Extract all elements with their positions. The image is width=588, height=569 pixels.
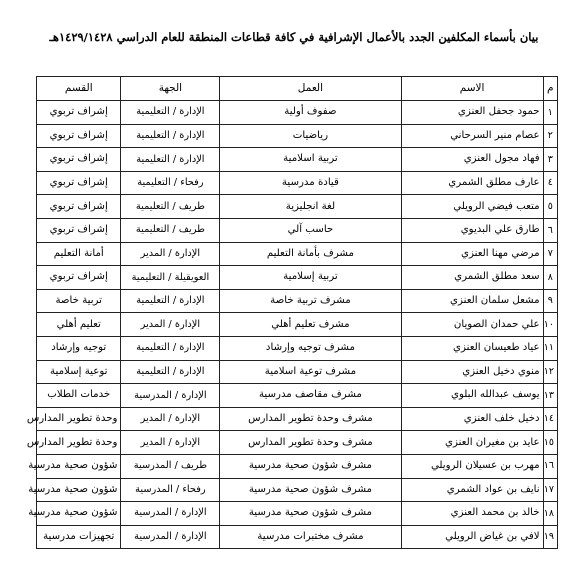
row-number: ١٤ xyxy=(543,407,557,431)
row-department: توجيه وإرشاد xyxy=(37,336,121,360)
row-work: مشرف وحدة تطوير المدارس xyxy=(220,431,401,455)
row-work: مشرف وحدة تطوير المدارس xyxy=(220,407,401,431)
row-side: رفحاء / المدرسية xyxy=(121,478,220,502)
row-side: الإدارة / التعليمية xyxy=(121,101,220,125)
table-row xyxy=(37,336,558,360)
row-number: ٢ xyxy=(543,124,557,148)
row-number: ١٠ xyxy=(543,313,557,337)
table-row xyxy=(37,431,558,455)
row-side: الإدارة / المدير xyxy=(121,407,220,431)
row-work: مشرف تربية خاصة xyxy=(220,289,401,313)
row-department: شؤون صحية مدرسية xyxy=(37,478,121,502)
row-work: حاسب آلي xyxy=(220,218,401,242)
row-name: يوسف عبدالله البلوي xyxy=(401,384,543,408)
row-department: وحدة تطوير المدارس xyxy=(37,431,121,455)
row-number: ١٦ xyxy=(543,454,557,478)
row-department: إشراف تربوي xyxy=(37,195,121,219)
row-work: تربية اسلامية xyxy=(220,148,401,172)
table-row xyxy=(37,313,558,337)
row-side: الإدارة / التعليمية xyxy=(121,289,220,313)
header-side: الجهة xyxy=(121,77,220,101)
row-name: نايف بن عواد الشمري xyxy=(401,478,543,502)
table-body xyxy=(26,101,558,549)
row-department: شؤون صحية مدرسية xyxy=(37,454,121,478)
row-work: مشرف مختبرات مدرسية xyxy=(220,525,401,549)
table-row xyxy=(37,101,558,125)
row-number: ١٣ xyxy=(543,384,557,408)
row-department: تعليم أهلي xyxy=(37,313,121,337)
row-work: مشرف شؤون صحية مدرسية xyxy=(220,478,401,502)
row-work: مشرف بأمانة التعليم xyxy=(220,242,401,266)
row-side: الإدارة / المدير xyxy=(121,431,220,455)
table-row xyxy=(37,266,558,290)
row-number: ٦ xyxy=(543,218,557,242)
row-name: عياد طعيسان العنزي xyxy=(401,336,543,360)
row-name: عايد بن مغيران العنزي xyxy=(401,431,543,455)
row-side: رفحاء / التعليمية xyxy=(121,171,220,195)
table-row xyxy=(37,525,558,549)
row-work: مشرف تعليم أهلي xyxy=(220,313,401,337)
row-name: عارف مطلق الشمري xyxy=(401,171,543,195)
row-department: تجهيزات مدرسية xyxy=(37,525,121,549)
row-department: شؤون صحية مدرسية xyxy=(37,502,121,526)
row-department: إشراف تربوي xyxy=(37,101,121,125)
row-name: متعب فيضي الرويلي xyxy=(401,195,543,219)
row-name: مرضي مهنا العنزي xyxy=(401,242,543,266)
row-number: ١٩ xyxy=(543,525,557,549)
row-department: إشراف تربوي xyxy=(37,218,121,242)
row-name: فهاد مجول العنزي xyxy=(401,148,543,172)
row-side: الإدارة / المدرسية xyxy=(121,502,220,526)
row-side: الإدارة / المدير xyxy=(121,242,220,266)
table-header xyxy=(37,77,558,101)
row-side: طريف / التعليمية xyxy=(121,195,220,219)
row-department: إشراف تربوي xyxy=(37,171,121,195)
table-row xyxy=(37,242,558,266)
table-row xyxy=(37,384,558,408)
table-row xyxy=(37,289,558,313)
row-side: الإدارة / المدرسية xyxy=(121,384,220,408)
row-number: ٩ xyxy=(543,289,557,313)
row-name: علي حمدان الصويان xyxy=(401,313,543,337)
row-department: تربية خاصة xyxy=(37,289,121,313)
table-row xyxy=(37,502,558,526)
header-name: الاسم xyxy=(401,77,543,101)
table-row xyxy=(37,407,558,431)
row-number: ١٢ xyxy=(543,360,557,384)
table-row xyxy=(37,218,558,242)
row-name: عصام منير السرحاني xyxy=(401,124,543,148)
document-title: بيان بأسماء المكلفين الجدد بالأعمال الإشرافية في كافة قطاعات المنطقة للعام الدراسي ١٤٢٩/١٤٢٨هـ xyxy=(49,30,539,44)
row-work: مشرف شؤون صحية مدرسية xyxy=(220,502,401,526)
row-name: خالد بن محمد العنزي xyxy=(401,502,543,526)
row-number: ٣ xyxy=(543,148,557,172)
row-side: الإدارة / التعليمية xyxy=(121,336,220,360)
row-work: مشرف مقاصف مدرسية xyxy=(220,384,401,408)
header-department: القسم xyxy=(37,77,121,101)
row-name: حمود جحفل العنزي xyxy=(401,101,543,125)
row-work: صفوف أولية xyxy=(220,101,401,125)
table-row xyxy=(37,478,558,502)
row-number: ٤ xyxy=(543,171,557,195)
header-row xyxy=(37,77,558,101)
row-work: مشرف توعية اسلامية xyxy=(220,360,401,384)
row-department: توعية إسلامية xyxy=(37,360,121,384)
row-department: إشراف تربوي xyxy=(37,124,121,148)
row-name: منوي دخيل العنزي xyxy=(401,360,543,384)
row-work: مشرف شؤون صحية مدرسية xyxy=(220,454,401,478)
row-number: ١٥ xyxy=(543,431,557,455)
row-side: الإدارة / التعليمية xyxy=(121,148,220,172)
table-row xyxy=(37,171,558,195)
row-number: ٥ xyxy=(543,195,557,219)
table-row xyxy=(37,124,558,148)
row-name: مشعل سلمان العنزي xyxy=(401,289,543,313)
row-side: العويقيلة / التعليمية xyxy=(121,266,220,290)
row-name: لافي بن غياض الرويلي xyxy=(401,525,543,549)
row-work: قيادة مدرسية xyxy=(220,171,401,195)
table-row xyxy=(37,148,558,172)
row-name: سعد مطلق الشمري xyxy=(401,266,543,290)
row-name: مهرب بن عسيلان الرويلي xyxy=(401,454,543,478)
row-side: الإدارة / التعليمية xyxy=(121,124,220,148)
row-department: إشراف تربوي xyxy=(37,266,121,290)
row-number: ٧ xyxy=(543,242,557,266)
row-work: تربية إسلامية xyxy=(220,266,401,290)
row-number: ٨ xyxy=(543,266,557,290)
row-number: ١ xyxy=(543,101,557,125)
row-side: الإدارة / التعليمية xyxy=(121,360,220,384)
table-row xyxy=(37,454,558,478)
supervisors-table xyxy=(26,76,558,549)
row-side: الإدارة / المدير xyxy=(121,313,220,337)
row-name: طارق علي البديوي xyxy=(401,218,543,242)
row-number: ١٨ xyxy=(543,502,557,526)
row-number: ١١ xyxy=(543,336,557,360)
header-number: م xyxy=(543,77,557,101)
row-work: لغة انجليزية xyxy=(220,195,401,219)
row-name: دخيل خلف العنزي xyxy=(401,407,543,431)
row-side: طريف / المدرسية xyxy=(121,454,220,478)
table-row xyxy=(37,360,558,384)
row-side: الإدارة / المدرسية xyxy=(121,525,220,549)
row-work: مشرف توجيه وإرشاد xyxy=(220,336,401,360)
row-department: خدمات الطلاب xyxy=(37,384,121,408)
row-department: إشراف تربوي xyxy=(37,148,121,172)
row-number: ١٧ xyxy=(543,478,557,502)
row-department: أمانة التعليم xyxy=(37,242,121,266)
row-side: طريف / التعليمية xyxy=(121,218,220,242)
row-department: وحدة تطوير المدارس xyxy=(37,407,121,431)
table-row xyxy=(37,195,558,219)
row-work: رياضيات xyxy=(220,124,401,148)
header-work: العمل xyxy=(220,77,401,101)
